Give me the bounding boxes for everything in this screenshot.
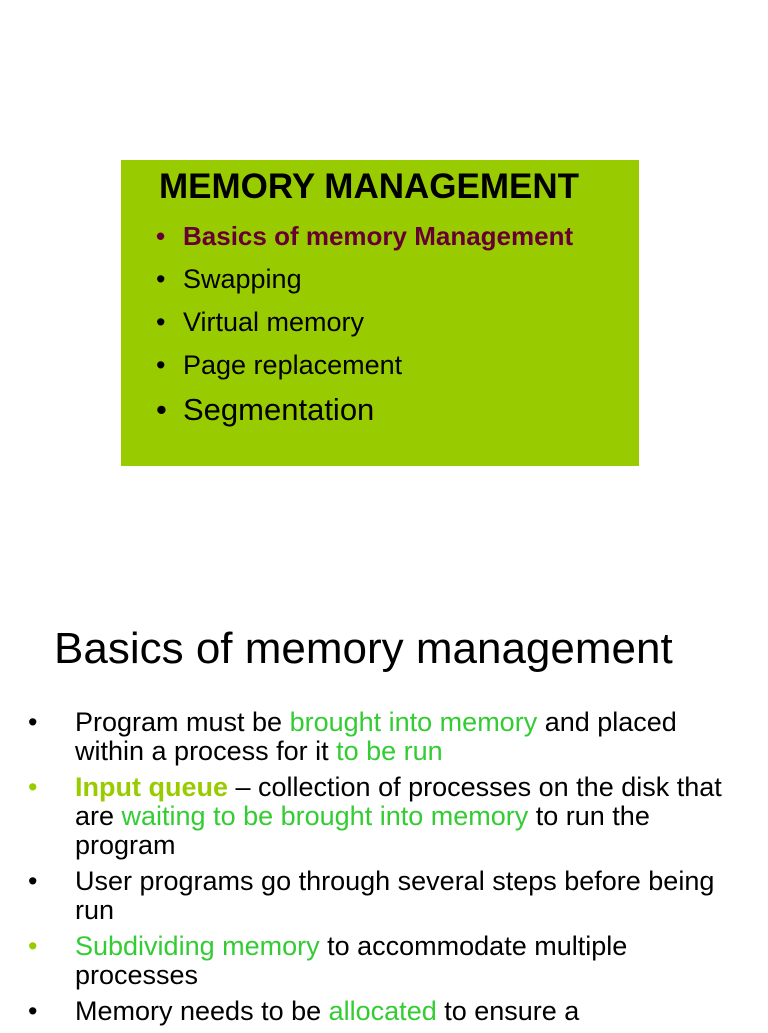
body-text: and placed within a process for it <box>75 707 677 766</box>
topic-item-label: Segmentation <box>183 392 375 427</box>
body-text: Program must be <box>75 707 290 737</box>
topic-item-label: Basics of memory Management <box>183 221 574 251</box>
body-text: – collection of processes on the disk that are <box>75 772 722 831</box>
topic-item <box>156 263 302 295</box>
body-bullet-item <box>28 708 728 766</box>
slide-title: MEMORY MANAGEMENT <box>159 167 579 206</box>
body-text: Memory needs to be <box>75 996 329 1026</box>
highlighted-text: allocated <box>328 996 437 1026</box>
body-text: to ensure a <box>436 996 580 1026</box>
topic-item-label: Virtual memory <box>183 307 365 337</box>
highlighted-text: to be run <box>336 736 443 766</box>
bullet: • <box>156 264 166 294</box>
section-title: Basics of memory management <box>54 624 673 673</box>
topic-item-label: Swapping <box>183 264 302 294</box>
bullet: • <box>156 392 167 427</box>
bullet: • <box>28 772 38 802</box>
body-bullet-item <box>28 997 728 1026</box>
body-text: to accommodate multiple processes <box>75 931 628 990</box>
bullet: • <box>28 931 38 961</box>
body-bullet-item <box>28 867 728 925</box>
highlighted-text: Subdividing memory <box>75 931 320 961</box>
bullet: • <box>28 996 38 1026</box>
topic-item-label: Page replacement <box>183 350 403 380</box>
bullet: • <box>28 866 38 896</box>
topic-item <box>156 349 402 381</box>
bullet: • <box>156 350 166 380</box>
topic-item <box>156 306 364 338</box>
bullet: • <box>156 307 166 337</box>
topic-item <box>156 220 573 252</box>
highlighted-text: waiting to be brought into memory <box>121 801 529 831</box>
highlighted-text: brought into memory <box>289 707 538 737</box>
body-bullet-item <box>28 773 728 860</box>
highlighted-text: Input queue <box>75 772 228 802</box>
topic-item <box>156 392 374 428</box>
bullet: • <box>28 707 38 737</box>
body-bullet-item <box>28 932 728 990</box>
bullet: • <box>156 221 166 251</box>
body-bullet-list <box>28 708 728 1033</box>
body-text: User programs go through several steps before being run <box>75 866 715 925</box>
body-text: to run the program <box>75 801 650 860</box>
